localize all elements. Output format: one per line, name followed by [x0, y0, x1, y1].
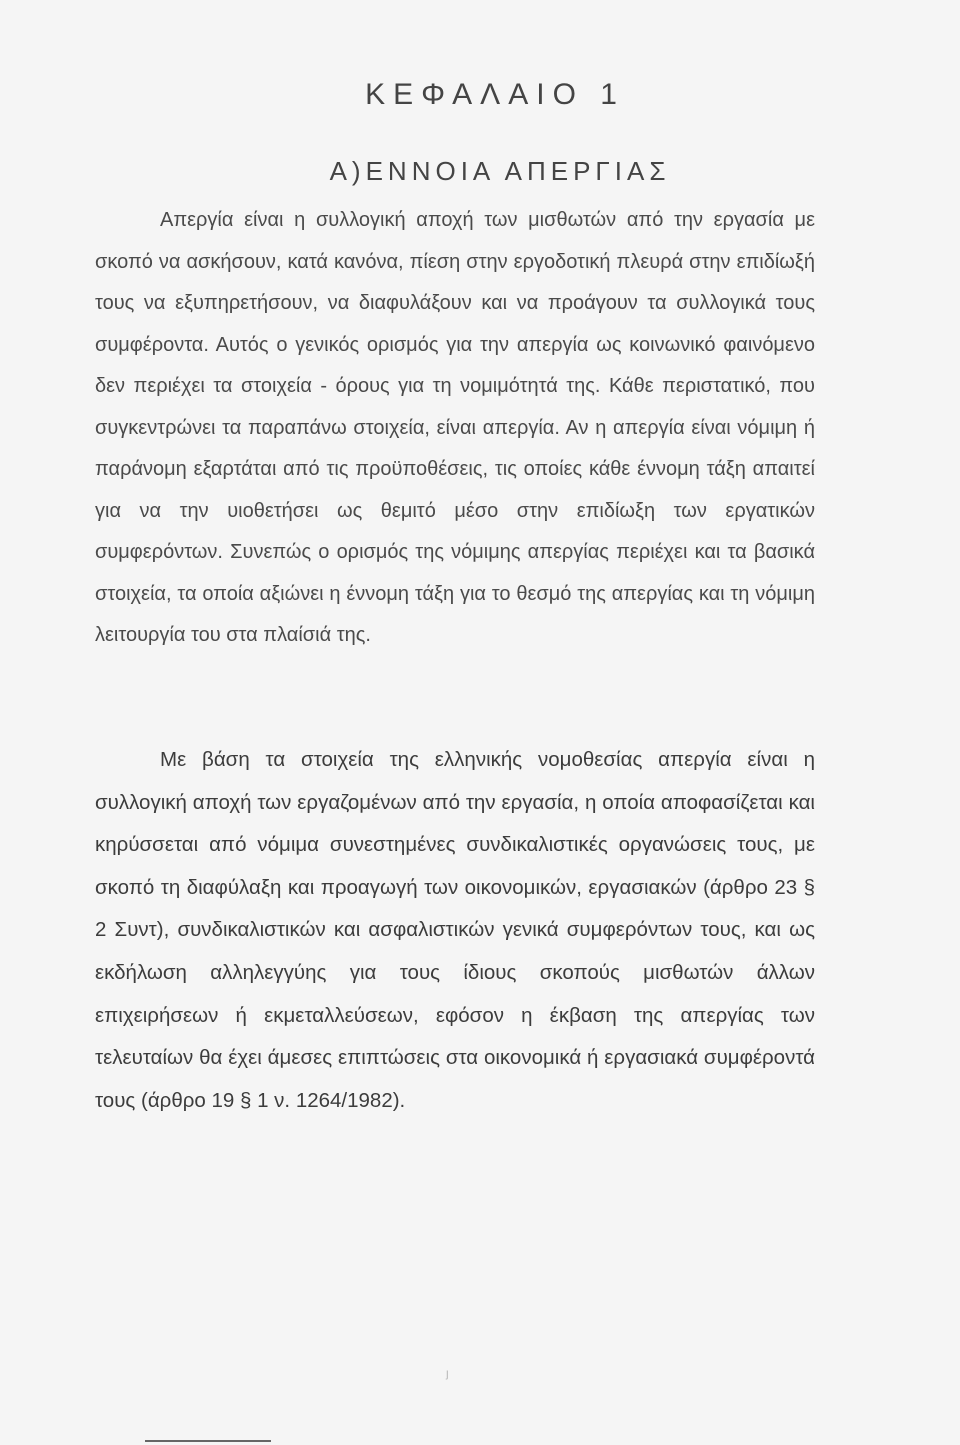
page-number-mark: ȷ — [446, 1366, 449, 1380]
paragraph-greek-law: Με βάση τα στοιχεία της ελληνικής νομοθεσίας απεργία είναι η συλλογική αποχή των εργαζομένων από την εργασία, η οποία αποφασίζεται και κηρύσσεται από νόμιμα συνεστημένες συνδικαλιστικές οργανώσεις τους, με σκοπό τη διαφύλαξη και προαγωγή των οικονομικών, εργασιακών (άρθρο 23 § 2 Συντ), συνδικαλιστικών και ασφαλιστικών γενικά συμφερόντων τους, και ως εκδήλωση αλληλεγγύης για τους ίδιους σκοπούς μισθωτών άλλων επιχειρήσεων ή εκμεταλλεύσεων, εφόσον η έκβαση της απεργίας των τελευταίων θα έχει άμεσες επιπτώσεις στα οικονομικά ή εργασιακά συμφέροντά τους (άρθρο 19 § 1 ν. 1264/1982). — [95, 748, 815, 1112]
footnote-divider — [145, 1440, 271, 1442]
section-title: Α)ΕΝΝΟΙΑ ΑΠΕΡΓΙΑΣ — [329, 156, 671, 186]
chapter-title: ΚΕΦΑΛΑΙΟ 1 — [365, 78, 625, 111]
paragraph-definition: Απεργία είναι η συλλογική αποχή των μισθωτών από την εργασία με σκοπό να ασκήσουν, κατά κανόνα, πίεση στην εργοδοτική πλευρά στην επιδίωξή τους να εξυπηρετήσουν, να διαφυλάξουν και να προάγουν τα συλλογικά τους συμφέροντα. Αυτός ο γενικός ορισμός για την απεργία ως κοινωνικό φαινόμενο δεν περιέχει τα στοιχεία - όρους για τη νομιμότητά της. Κάθε περιστατικό, που συγκεντρώνει τα παραπάνω στοιχεία, είναι απεργία. Αν η απεργία είναι νόμιμη ή παράνομη εξαρτάται από τις προϋποθέσεις, τις οποίες κάθε έννομη τάξη απαιτεί για να την υιοθετήσει ως θεμιτό μέσο στην επιδίωξη των εργατικών συμφερόντων. Συνεπώς ο ορισμός της νόμιμης απεργίας περιέχει και τα βασικά στοιχεία, τα οποία αξιώνει η έννομη τάξη για το θεσμό της απεργίας και τη νόμιμη λειτουργία του στα πλαίσιά της. — [95, 209, 815, 646]
